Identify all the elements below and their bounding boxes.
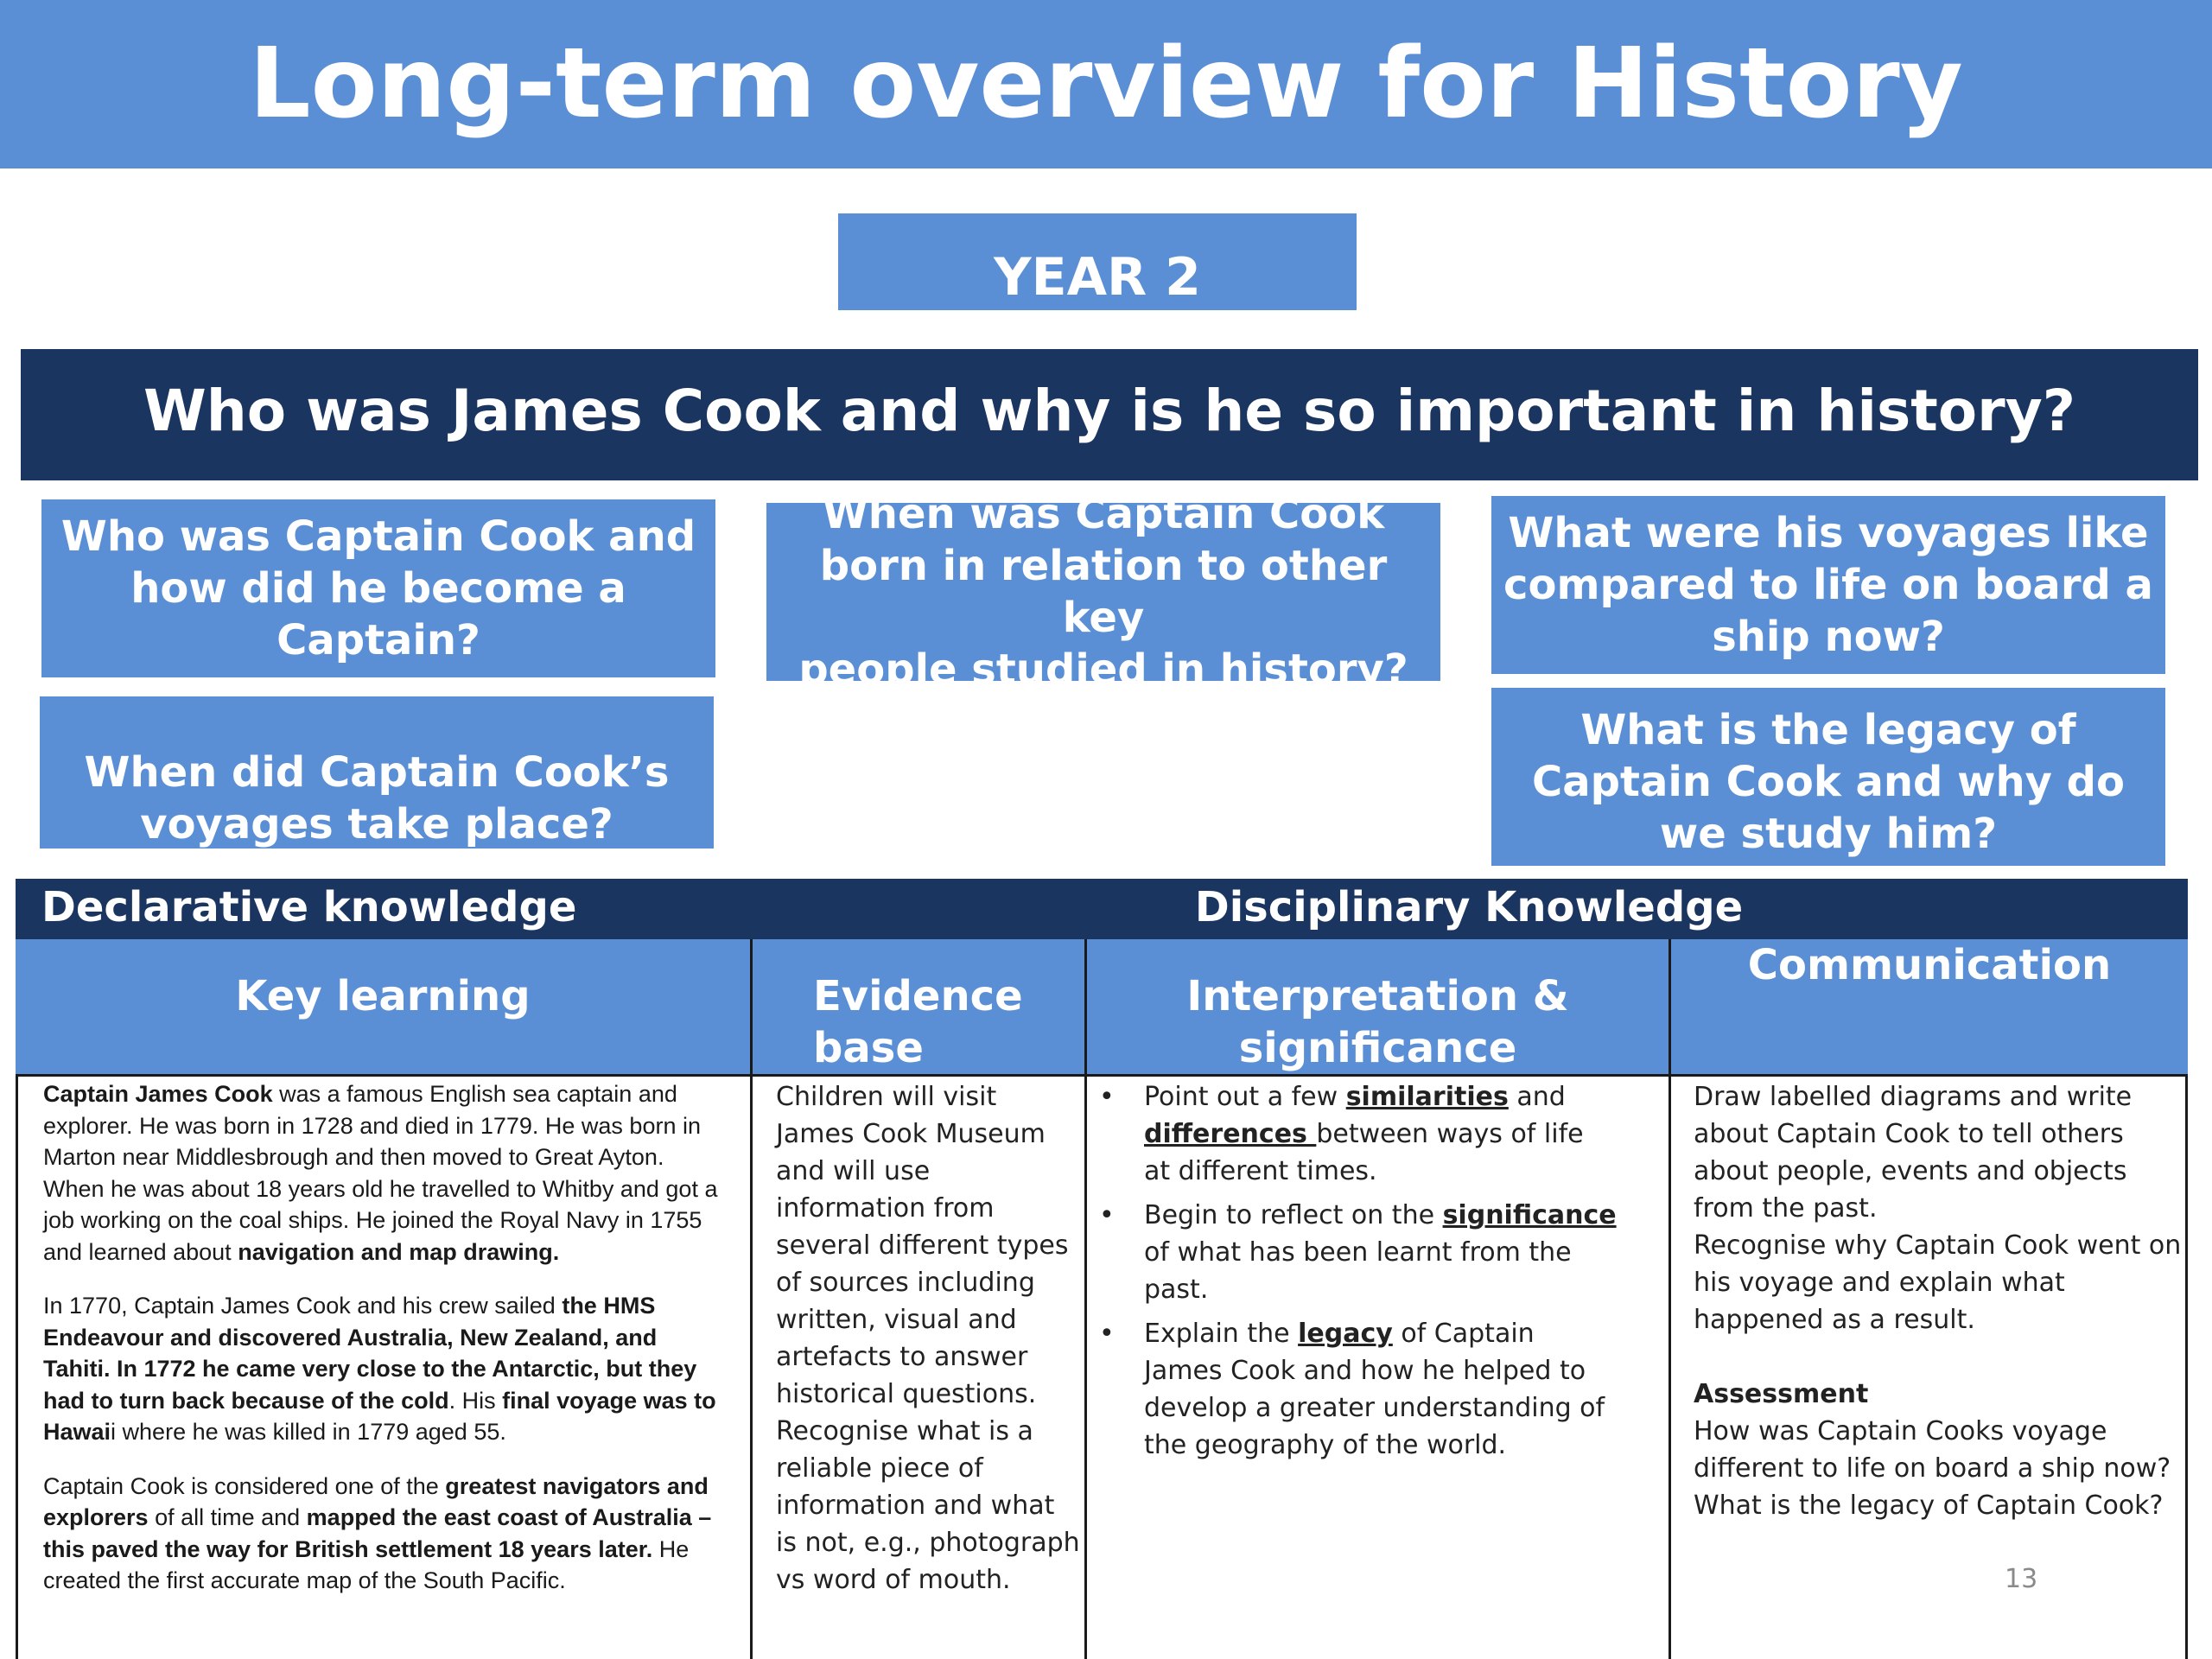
- body-text: . His: [448, 1387, 503, 1414]
- body-text: of Captain James Cook and how he helped to develop a greater understanding of the geography of the world.: [1144, 1319, 1605, 1460]
- question-1-line: how did he become a: [130, 564, 626, 613]
- body-text: was a famous English sea captain and explorer. He was born in 1728 and died in 1779. He was born in Marton near Middlesbrough and then moved to Great Ayton. When he was about 18 years old he travelled to Whitby and got a job working on the coal ships. He joined the Royal Navy in 1755 and learned about: [43, 1081, 718, 1265]
- interpretation-bullet-1: [1099, 1078, 1618, 1190]
- body-text: and: [1508, 1082, 1566, 1112]
- interpretation-header: [1084, 939, 1669, 1074]
- key-learning-header: [16, 939, 750, 1074]
- question-5-line: What is the legacy of: [1580, 706, 2076, 754]
- body-text: Explain the: [1144, 1319, 1299, 1349]
- bold-text: final voyage was to Hawai: [43, 1387, 716, 1445]
- underlined-term: significance: [1442, 1200, 1617, 1230]
- question-box-2: [766, 490, 1440, 694]
- key-learning-content: [43, 1078, 726, 1619]
- bold-text: Captain James Cook: [43, 1081, 273, 1107]
- question-1-line: Captain?: [276, 616, 480, 664]
- evidence-text: Children will visit James Cook Museum and will use information from several different types of sources including written, visual and artefacts to answer historical questions. Recognise what is a reliable piece of information and what is not, e.g., photograph vs word of mouth.: [776, 1082, 1080, 1595]
- question-1-line: Who was Captain Cook and: [60, 512, 696, 561]
- underlined-term: similarities: [1345, 1082, 1509, 1112]
- evidence-label-line: base: [813, 1024, 924, 1072]
- evidence-header: [750, 939, 1084, 1074]
- column-divider: [1669, 1077, 1671, 1659]
- question-5-line: we study him?: [1659, 810, 1998, 858]
- key-learning-paragraph-2: [43, 1290, 726, 1448]
- body-text: i where he was killed in 1779 aged 55.: [111, 1419, 506, 1445]
- question-2-line: born in relation to other key: [819, 542, 1388, 642]
- question-box-4: [40, 696, 714, 849]
- communication-label: Communication: [1747, 941, 2112, 989]
- main-question: Who was James Cook and why is he so important in history?: [21, 349, 2198, 480]
- body-text: Captain Cook is considered one of the: [43, 1472, 446, 1499]
- question-2-line: people studied in history?: [798, 645, 1408, 694]
- communication-text-2: Recognise why Captain Cook went on his voyage and explain what happened as a result.: [1694, 1230, 2182, 1335]
- communication-text-1: Draw labelled diagrams and write about Captain Cook to tell others about people, events and objects from the past.: [1694, 1082, 2133, 1224]
- disciplinary-header: Disciplinary Knowledge: [1194, 883, 1744, 931]
- underlined-term: differences: [1144, 1119, 1317, 1149]
- key-learning-paragraph-3: [43, 1471, 726, 1597]
- interpretation-label-line: significance: [1238, 1024, 1517, 1072]
- body-text: In 1770, Captain James Cook and his crew sailed: [43, 1293, 563, 1319]
- body-text: of what has been learnt from the past.: [1144, 1237, 1572, 1305]
- communication-header: [1669, 939, 2188, 1074]
- year-badge: YEAR 2: [838, 213, 1357, 310]
- question-box-5: [1491, 688, 2165, 866]
- question-2-line: When was Captain Cook: [822, 490, 1385, 538]
- body-text: He created the first accurate map of the South Pacific.: [43, 1535, 690, 1593]
- question-3-line: compared to life on board a: [1503, 561, 2153, 609]
- evidence-content: [776, 1078, 1083, 1599]
- question-box-1: [41, 499, 715, 677]
- body-text: between ways of life at different times.: [1144, 1119, 1584, 1186]
- key-learning-label: Key learning: [235, 972, 531, 1020]
- title-bar: [0, 0, 2212, 168]
- interpretation-bullet-2: [1099, 1197, 1618, 1308]
- question-3-line: ship now?: [1712, 613, 1945, 661]
- bold-text: mapped the east coast of Australia – this paved the way for British settlement 18 years later.: [43, 1504, 712, 1562]
- underlined-term: legacy: [1298, 1319, 1393, 1349]
- body-text: of all time and: [148, 1504, 307, 1530]
- declarative-header: Declarative knowledge: [41, 883, 577, 931]
- body-text: Begin to reflect on the: [1144, 1200, 1443, 1230]
- question-4-line: When did Captain Cook’s: [84, 748, 670, 797]
- assessment-label: Assessment: [1694, 1379, 1869, 1409]
- page-number: 13: [2005, 1564, 2038, 1594]
- communication-content: [1694, 1078, 2186, 1524]
- bold-text: the HMS Endeavour and discovered Australia, New Zealand, and Tahiti. In 1772 he came very close to the Antarctic, but they had to turn back because of the cold: [43, 1293, 697, 1414]
- question-box-3: [1491, 496, 2165, 674]
- assessment-question-1: How was Captain Cooks voyage different to life on board a ship now?: [1694, 1416, 2171, 1484]
- question-5-line: Captain Cook and why do: [1532, 758, 2125, 806]
- column-divider: [750, 1077, 753, 1659]
- assessment-question-2: What is the legacy of Captain Cook?: [1694, 1491, 2164, 1521]
- question-4-line: voyages take place?: [140, 800, 613, 849]
- page-title: Long-term overview for History: [249, 28, 1963, 140]
- interpretation-bullet-3: [1099, 1315, 1618, 1464]
- body-text: Point out a few: [1144, 1082, 1346, 1112]
- interpretation-content: [1099, 1078, 1618, 1471]
- interpretation-label-line: Interpretation &: [1186, 972, 1569, 1020]
- column-divider: [1084, 1077, 1087, 1659]
- evidence-label-line: Evidence: [813, 972, 1023, 1020]
- bold-text: navigation and map drawing.: [238, 1238, 560, 1265]
- bold-text: greatest navigators and explorers: [43, 1472, 709, 1530]
- key-learning-paragraph-1: [43, 1078, 726, 1268]
- question-3-line: What were his voyages like: [1508, 509, 2149, 557]
